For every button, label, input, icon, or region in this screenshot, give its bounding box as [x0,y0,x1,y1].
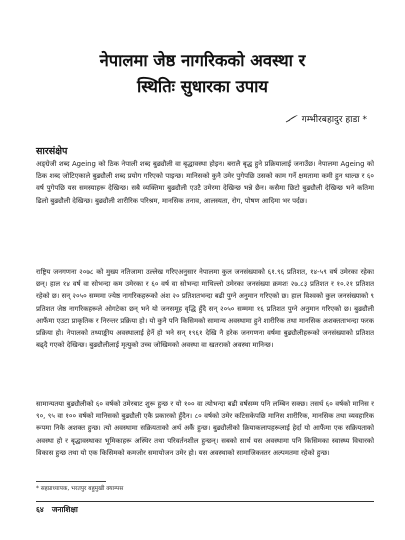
abstract-paragraph-1: अङ्ग्रेजी शब्द Ageing को ठिक नेपाली शब्द बुढ्यौली वा बृद्धावस्था होइन। बरालै बृद्ध हुने प्रक्रियालाई जनाउँछ। नेपालमा Ageing को ठिक शब्द जोटिएकाले बुढ्यौली शब्द प्रयोग गरिएको पाइन्छ। मानिसको कुनै उमेर पुगेपछि उसको काम गर्ने क्षमतामा कमी हुन थाल्छ र ६० वर्ष पुगेपछि यस समस्याहरू देखिन्छ। सबै व्यक्तिमा बुढ्यौली एउटै उमेरमा देखिन्छ भन्ने छैन। कसैमा छिटो बुढ्यौली देखिन्छ भने कतिमा ढिलो बुढ्यौली देखिन्छ। बुढ्यौली शारीरिक परिश्रम, मानसिक तनाव, आलस्यता, रोग, पोषण आदिमा भर पर्दछ। [36,160,374,205]
abstract-paragraph-3: सामान्यतया बुढ्यौलीको ६० वर्षको उमेरबाट शुरू हुन्छ र यो १०० वा त्योभन्दा बढी वर्षसम्म पनि लम्बिन सक्छ। तसर्थ ६० वर्षको मानिस र ९०, ९५ वा १०० वर्षको मानिसको बुढ्यौली एकै प्रकारको हुँदैन। ८० वर्षको उमेर कटिसकेपछि मानिस शारीरिक, मानसिक तथा व्यवहारिक रूपमा निकै अशक्त हुन्छ। त्यो अवस्थामा सक्रियताको अर्थ अर्कै हुन्छ। बुढ्यौलीको क्रियाकलापहरूलाई हेर्दा यो आफैंमा एक सक्रियताको अवस्था हो र बृद्धावस्थाका भूमिकाहरू अस्थिर तथा परिवर्तनशील हुन्छन्। सबको सार्थ यस अवस्थामा पनि किसिमका स्वास्थ्य विचारको विकास हुन्छ तथा यो एक किसिमको कमजोर समायोजन उमेर हो। यस अवस्थाको सामाजिकस्तर अल्पमतमा रहेको हुन्छ। [36,400,374,457]
page-footer [36,505,78,515]
footer-divider [36,501,374,502]
author-footnote: * सहप्राध्यापक, भरतपुर बहुमुखी क्याम्पस [36,486,124,492]
quill-icon [285,114,299,123]
author-name: गम्भीरबहादुर हाडा * [301,115,367,125]
abstract-heading: सारसंक्षेप [36,146,68,157]
article-title-line-2: स्थितिः सुधारका उपाय [137,77,268,96]
article-title-line-1: नेपालमा जेष्ठ नागरिकको अवस्था र [99,51,306,70]
abstract-paragraph-2: राष्ट्रिय जनगणना २०७८ को मुख्य नतिजामा उल्लेख गरिएअनुसार नेपालमा कुल जनसंख्याको ६१.९६ प्रतिशत, १४-५९ वर्ष उमेरका रहेका छन्। हाल १४ वर्ष वा सोभन्दा कम उमेरका र ६० वर्ष वा सोभन्दा माथिल्लो उमेरका जनसंख्या क्रमशः २७.८३ प्रतिशत र १०.२१ प्रतिशत रहेको छ। सन् २०५० सम्ममा ज्येष्ठ नागरिकहरूको अंश २० प्रतिशतभन्दा बढी पुग्ने अनुमान गरिएको छ। हाल विश्वको कुल जनसंख्याको ९ प्रतिशत जेष्ठ नागरिकहरूले ओगटेका छन् भने यो जनसमूह वृद्धि हुँदै सन् २०५० सम्ममा १६ प्रतिशत पुग्ने अनुमान गरिएको छ। बुढ्यौली आफैंमा एउटा प्राकृतिक र निरन्तर प्रक्रिया हो। यो कुनै पनि किसिमको सामान्य अवस्थामा हुने शारीरिक तथा मानसिक अशक्तताभन्दा फरक प्रक्रिया हो। नेपालको तथ्याङ्कीय अवस्थालाई हेर्ने हो भने सन् १९६१ देखि नै हरेक जनगणना वर्षमा बुढ्यौलीहरूको जनसंख्याको प्रतिशत बढ्दै गएको देखिन्छ। बुढ्यौलीलाई मृत्युको उच्च जोखिमको अवस्था वा खतराको अवस्था मानिन्छ। [36,268,374,350]
author-byline [285,112,367,125]
page-number: ६४ [36,505,44,514]
footnote-divider [36,481,106,482]
journal-name: जनाशिक्षा [51,505,78,514]
article-title [20,48,385,100]
